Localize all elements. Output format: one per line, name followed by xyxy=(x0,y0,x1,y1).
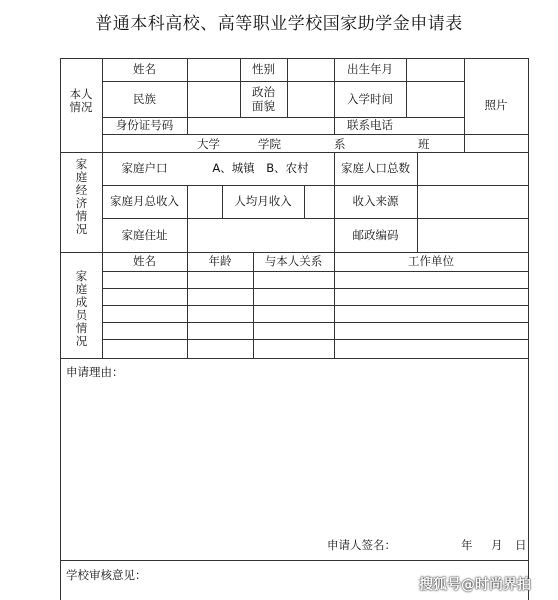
members-section-label: 家庭成员情况 xyxy=(75,269,88,348)
per-capita-label: 人均月收入 xyxy=(234,194,292,209)
members-col-relation: 与本人关系 xyxy=(264,254,323,269)
rule-p-c3 xyxy=(287,58,288,117)
id-number-label: 身份证号码 xyxy=(115,118,174,133)
watermark: 搜狐号@时尚界拍 xyxy=(419,577,531,593)
economic-section-label: 家庭经济情况 xyxy=(75,157,88,236)
month-label: 月 xyxy=(491,538,503,552)
rule-e-c1 xyxy=(187,185,188,252)
form-title: 普通本科高校、高等职业学校国家助学金申请表 xyxy=(95,14,463,34)
year-label: 年 xyxy=(461,538,473,552)
birth-label: 出生年月 xyxy=(347,62,393,77)
class-label: 班 xyxy=(418,137,430,151)
address-label: 家庭住址 xyxy=(121,227,168,242)
political-label: 政治 面貌 xyxy=(252,84,275,113)
rule-right xyxy=(528,58,529,600)
monthly-income-label: 家庭月总收入 xyxy=(110,194,179,209)
reason-label: 申请理由： xyxy=(66,365,124,379)
rule-reason-end xyxy=(60,560,528,561)
gender-label: 性别 xyxy=(252,62,275,77)
rule-members-head xyxy=(102,271,528,272)
rule-members-row1 xyxy=(102,288,528,289)
day-label: 日 xyxy=(515,538,527,552)
rule-members-row3 xyxy=(102,322,528,323)
enrollment-label: 入学时间 xyxy=(347,91,393,106)
rule-members-end xyxy=(60,358,528,359)
university-label: 大学 xyxy=(197,137,220,151)
rule-p-c1 xyxy=(187,58,188,134)
rule-members-row4 xyxy=(102,339,528,340)
rule-p-c5 xyxy=(406,58,407,117)
phone-label: 联系电话 xyxy=(347,118,393,133)
photo-label: 照片 xyxy=(484,97,508,112)
ethnicity-label: 民族 xyxy=(133,91,156,106)
hukou-options: A、城镇 B、农村 xyxy=(212,161,309,176)
members-col-name: 姓名 xyxy=(133,254,156,269)
rule-e-c5 xyxy=(417,152,418,252)
rule-left xyxy=(60,58,61,600)
signature-label: 申请人签名： xyxy=(327,538,396,552)
members-col-age: 年龄 xyxy=(208,254,232,269)
income-source-label: 收入来源 xyxy=(352,194,399,209)
household-size-label: 家庭人口总数 xyxy=(341,161,410,176)
personal-section-label: 本人 情况 xyxy=(69,87,93,114)
members-col-workplace: 工作单位 xyxy=(408,254,454,269)
name-label: 姓名 xyxy=(133,62,156,77)
postcode-label: 邮政编码 xyxy=(352,227,399,242)
department-label: 系 xyxy=(334,137,346,151)
review-label: 学校审核意见： xyxy=(66,568,147,582)
rule-e-c3 xyxy=(304,185,305,218)
rule-members-row2 xyxy=(102,305,528,306)
hukou-label: 家庭户口 xyxy=(121,161,168,176)
school-label: 学院 xyxy=(258,137,281,151)
